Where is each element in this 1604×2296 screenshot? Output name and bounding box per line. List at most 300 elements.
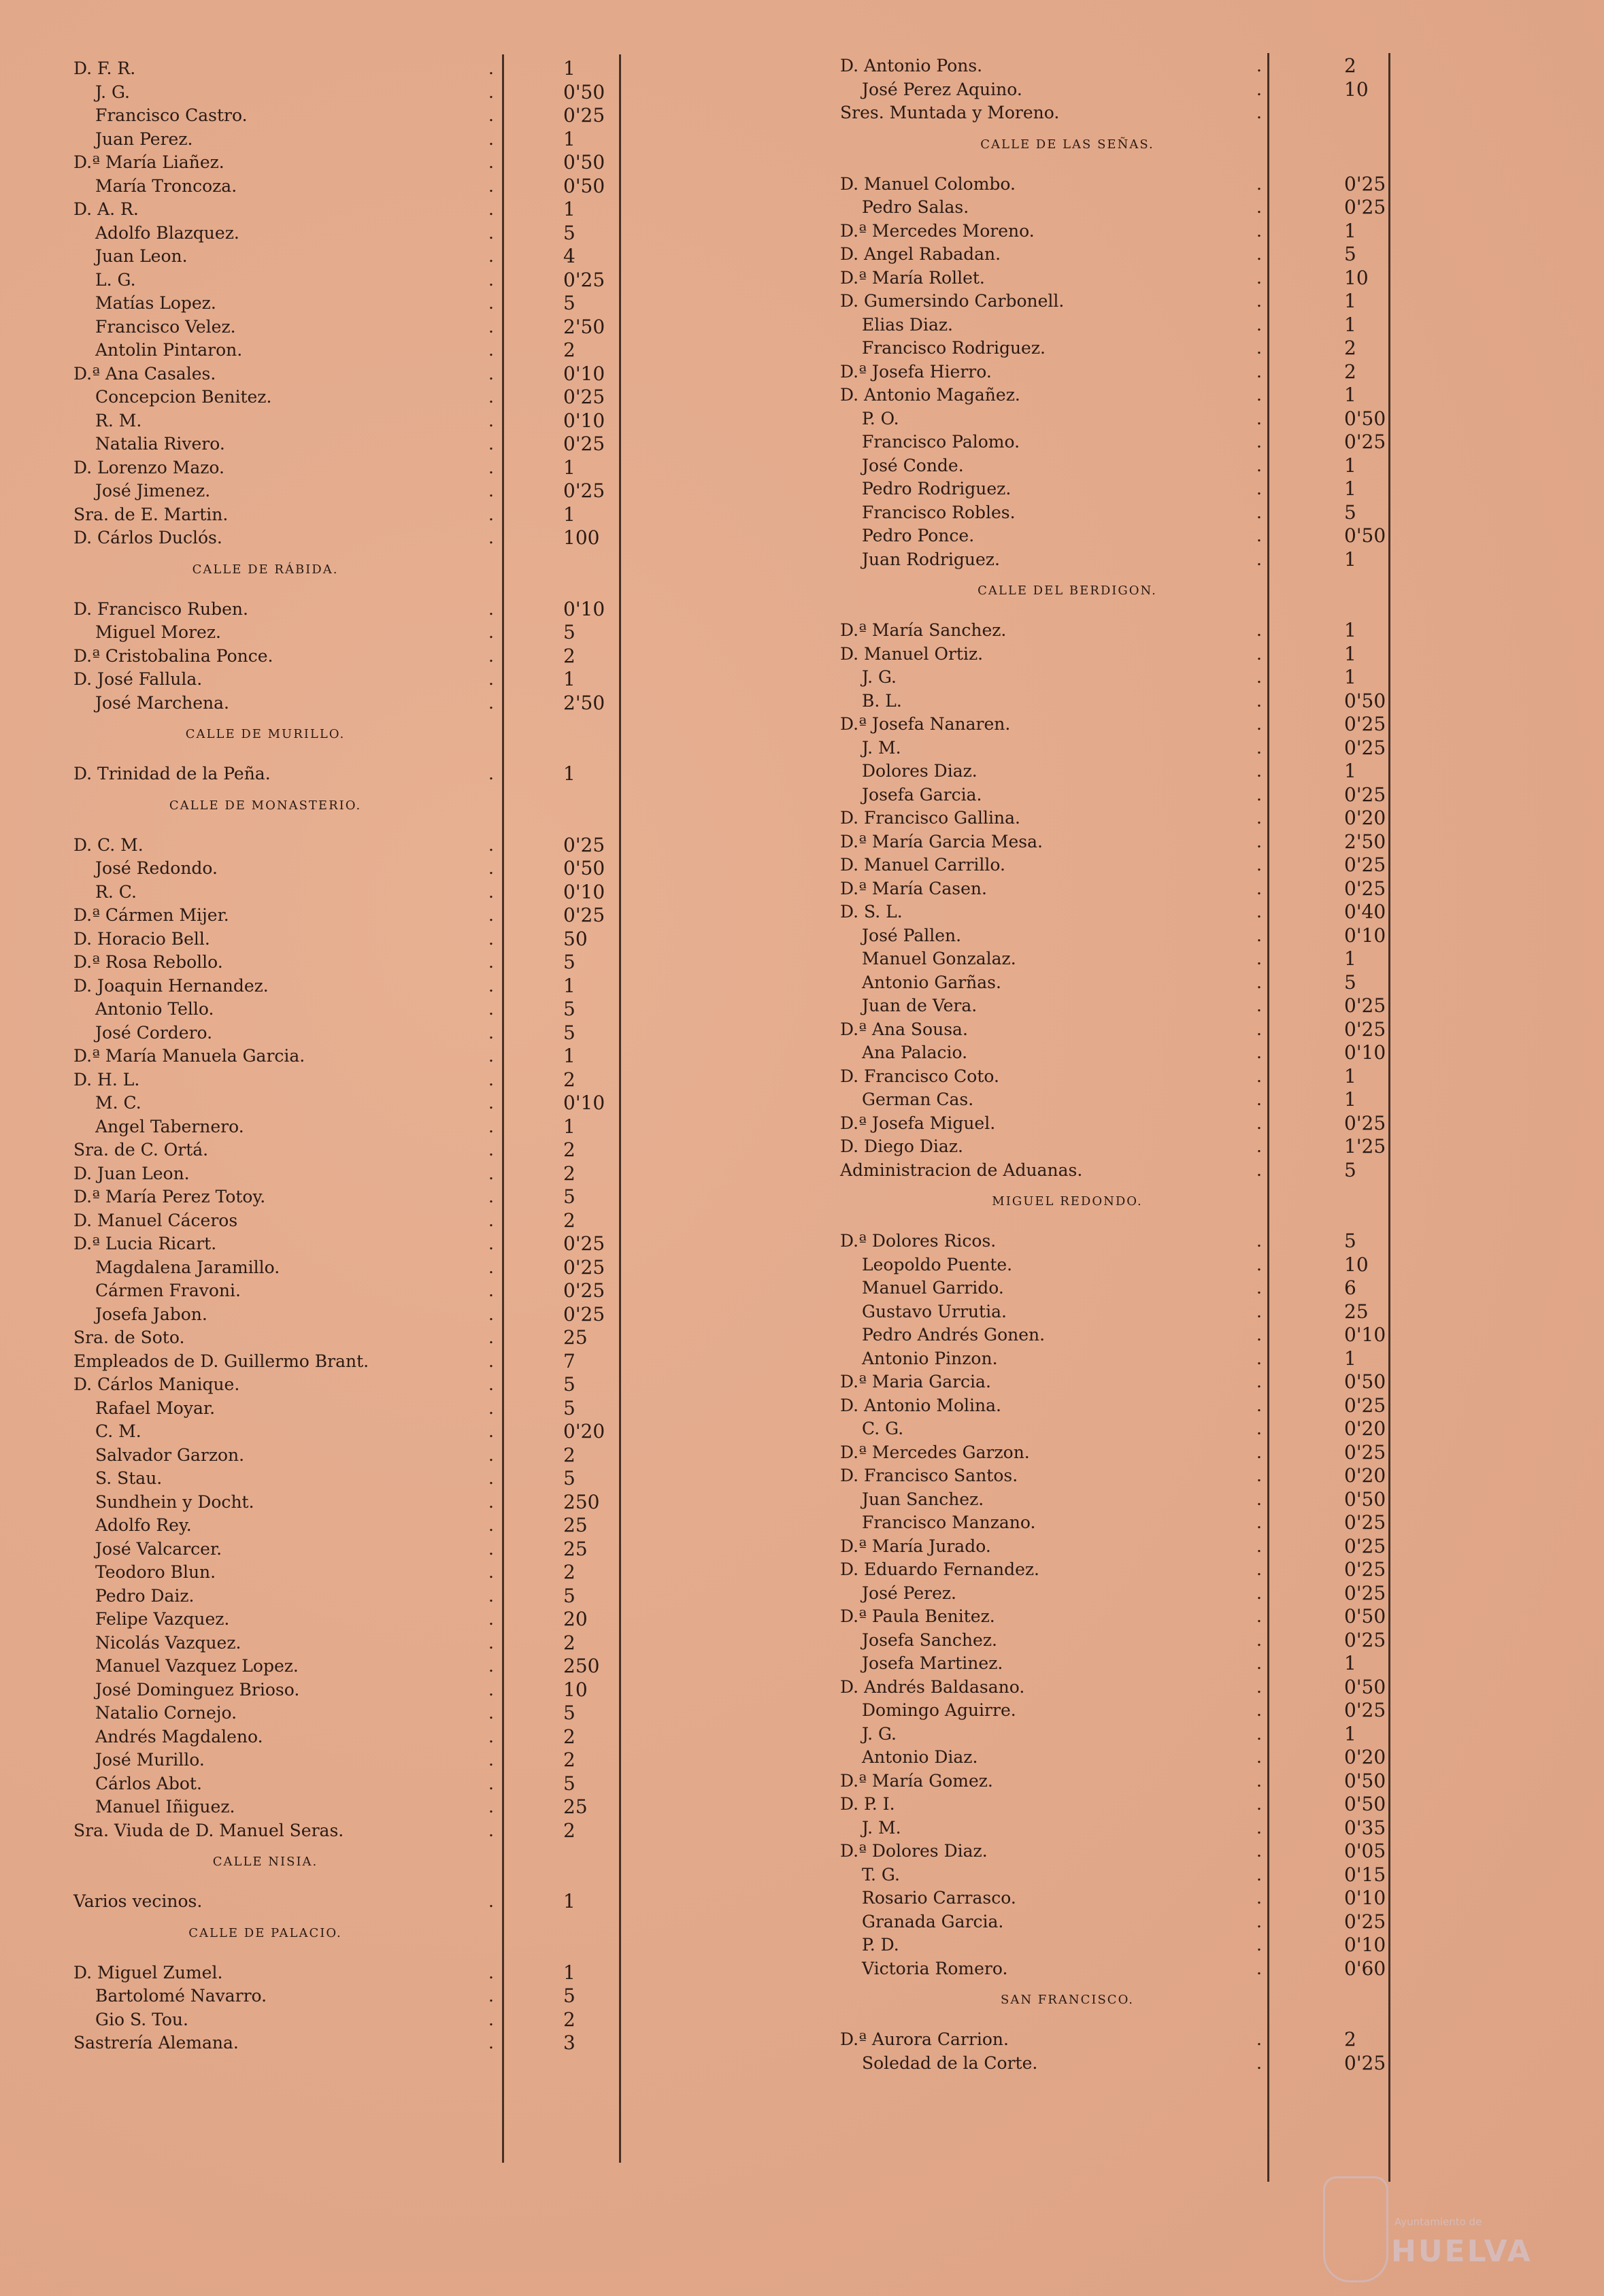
donation-amount: 0'10 [563,597,605,620]
donation-amount: 0'25 [1344,1511,1386,1534]
donor-name: Victoria Romero. [862,1958,1008,1978]
donation-amount: 1 [1344,477,1356,500]
list-item [0,1561,802,1584]
list-item [802,78,1604,101]
donor-name: Cárlos Abot. [95,1773,202,1793]
list-item [802,1887,1604,1910]
list-item [0,1655,802,1678]
list-item [0,1961,802,1985]
list-item [802,1723,1604,1746]
donation-amount: 1 [563,668,575,690]
list-item [802,173,1604,196]
donation-amount: 2 [563,1068,575,1091]
donor-name: José Redondo. [95,858,218,878]
donation-amount: 0'10 [563,409,605,432]
leader-dot: . [1256,620,1262,640]
donor-name: Rafael Moyar. [95,1398,216,1418]
list-item [802,360,1604,384]
donation-amount: 0'10 [1344,1934,1386,1956]
donor-name: Antonio Diaz. [862,1747,978,1767]
leader-dot: . [1256,784,1262,805]
donation-amount: 1 [563,127,575,150]
donation-amount: 0'10 [563,1092,605,1114]
donation-amount: 2'50 [563,691,605,714]
donation-amount: 5 [563,1373,575,1396]
donor-name: Granada Garcia. [862,1911,1004,1931]
donor-name: D. A. R. [73,199,139,219]
donation-amount: 0'10 [1344,1323,1386,1346]
list-item [0,1162,802,1185]
donor-name: D. P. I. [840,1794,895,1814]
leader-dot: . [488,645,494,666]
donation-amount: 0'50 [1344,689,1386,712]
donation-amount: 0'50 [1344,407,1386,430]
list-item [802,1511,1604,1534]
leader-dot: . [1256,1700,1262,1720]
donor-name: Felipe Vazquez. [95,1609,230,1629]
donor-name: Manuel Vazquez Lopez. [95,1656,299,1676]
donation-amount: 5 [563,1985,575,2007]
leader-dot: . [488,316,494,337]
donor-name: Josefa Garcia. [862,784,982,805]
donation-amount: 1 [563,57,575,80]
list-item [0,1772,802,1795]
donor-name: Francisco Palomo. [862,432,1020,452]
donor-name: Josefa Sanchez. [862,1630,997,1650]
donation-amount: 10 [1344,1253,1369,1276]
list-item [802,1300,1604,1323]
donor-name: D. Juan Leon. [73,1163,190,1183]
donation-amount: 0'10 [563,880,605,903]
donor-name: Cármen Fravoni. [95,1281,241,1300]
leader-dot: . [488,2009,494,2029]
leader-dot: . [488,387,494,407]
list-item [0,128,802,151]
donation-amount: 5 [563,621,575,643]
donor-name: Juan Sanchez. [862,1489,984,1509]
leader-dot: . [488,2033,494,2053]
section-heading: CALLE DE MURILLO. [185,727,346,741]
donation-amount: 1 [1344,642,1356,665]
leader-dot: . [1256,1231,1262,1251]
list-item [802,877,1604,900]
donation-amount: 2 [563,1819,575,1842]
list-item [0,1326,802,1349]
donation-amount: 0'20 [1344,807,1386,829]
donor-name: Pedro Rodriguez. [862,479,1012,499]
donation-amount: 5 [563,1396,575,1419]
list-item [0,479,802,503]
list-item [0,526,802,550]
donation-amount: 1 [1344,947,1356,970]
donation-amount: 2 [563,1749,575,1771]
donor-name: D. F. R. [73,58,136,78]
leader-dot: . [488,504,494,524]
list-item [802,1535,1604,1558]
list-item [0,339,802,362]
donation-amount: 1 [1344,1722,1356,1745]
column-rule [1267,53,1269,2182]
donor-name: D. Diego Diaz. [840,1136,963,1156]
donation-amount: 250 [563,1490,600,1513]
donation-amount: 4 [563,245,575,267]
list-item [0,975,802,998]
donor-name: P. D. [862,1935,899,1955]
donation-amount: 10 [1344,266,1369,289]
donation-amount: 5 [1344,243,1356,265]
donor-name: Empleados de D. Guillermo Brant. [73,1351,369,1371]
donor-name: Varios vecinos. [73,1891,203,1911]
donation-amount: 0'25 [1344,430,1386,453]
donation-amount: 1 [563,1045,575,1067]
list-item [802,994,1604,1017]
donor-name: José Marchena. [95,692,229,713]
donation-amount: 1 [563,762,575,785]
donor-name: L. G. [95,269,136,290]
donor-name: D. C. M. [73,834,144,855]
donation-amount: 0'25 [1344,783,1386,806]
leader-dot: . [1256,220,1262,241]
donor-name: D.ª Mercedes Moreno. [840,220,1035,241]
donor-name: D. Eduardo Fernandez. [840,1559,1040,1579]
section-heading: MIGUEL REDONDO. [992,1194,1143,1209]
leader-dot: . [488,434,494,454]
list-item [802,1394,1604,1417]
donation-amount: 0'20 [563,1420,605,1442]
list-item [0,1303,802,1326]
leader-dot: . [1256,1676,1262,1697]
donation-amount: 1 [1344,454,1356,477]
list-item [802,666,1604,689]
donation-amount: 2'50 [1344,830,1386,853]
leader-dot: . [488,1328,494,1347]
list-item [802,220,1604,243]
list-item [802,807,1604,830]
donor-name: Antonio Garñas. [862,972,1001,992]
donor-name: Andrés Magdaleno. [95,1726,263,1746]
donor-name: J. M. [862,737,901,758]
list-item [802,2052,1604,2075]
list-item [0,1749,802,1772]
leader-dot: . [1256,479,1262,499]
leader-dot: . [488,1962,494,1982]
list-item [802,1746,1604,1769]
donor-name: José Conde. [862,455,964,475]
donor-name: D. Angel Rabadan. [840,244,1001,264]
donor-name: Adolfo Blazquez. [95,222,239,243]
donor-name: Sra. Viuda de D. Manuel Seras. [73,1820,344,1840]
donation-amount: 2'50 [563,315,605,338]
donation-amount: 0'25 [1344,1534,1386,1557]
section-heading: CALLE NISIA. [212,1855,318,1869]
donor-name: German Cas. [862,1090,974,1109]
donor-name: D. Manuel Cáceros [73,1210,238,1230]
donor-name: Adolfo Rey. [95,1515,192,1535]
donation-amount: 250 [563,1655,600,1677]
city-seal-icon [1323,2176,1388,2282]
donation-amount: 0'50 [1344,1487,1386,1510]
list-item [802,1582,1604,1605]
donation-amount: 0'25 [1344,2051,1386,2074]
donation-amount: 20 [563,1608,588,1630]
list-item [802,430,1604,454]
donation-amount: 3 [563,2031,575,2054]
list-item [802,384,1604,407]
donation-amount: 2 [1344,54,1356,77]
list-item [802,1277,1604,1300]
donor-name: R. M. [95,410,142,430]
list-item [802,101,1604,124]
leader-dot: . [1256,808,1262,828]
leader-dot: . [1256,526,1262,545]
donor-name: D.ª María Jurado. [840,1536,991,1556]
list-item [802,290,1604,313]
leader-dot: . [1256,667,1262,687]
donor-name: D. Manuel Carrillo. [840,855,1005,875]
donor-name: Dolores Diaz. [862,761,978,781]
donor-name: D. Manuel Colombo. [840,173,1016,194]
column-rule [619,54,621,2163]
donor-name: Manuel Iñiguez. [95,1797,235,1817]
donation-amount: 0'10 [1344,1041,1386,1064]
list-item [0,222,802,245]
leader-dot: . [1256,385,1262,405]
leader-dot: . [1256,1606,1262,1626]
list-item [0,1256,802,1279]
donor-name: Sastrería Alemana. [73,2033,239,2053]
leader-dot: . [488,1163,494,1183]
donor-name: Francisco Castro. [95,105,248,125]
donor-name: Pedro Ponce. [862,526,975,545]
donor-name: Manuel Gonzalaz. [862,949,1016,968]
donor-name: D. Gumersindo Carbonell. [840,291,1065,311]
donor-name: María Troncoza. [95,175,237,196]
donation-amount: 0'35 [1344,1816,1386,1839]
leader-dot: . [1256,1513,1262,1532]
list-item [0,881,802,904]
list-item [0,1444,802,1467]
list-item [0,1491,802,1514]
leader-dot: . [488,105,494,125]
donor-name: D.ª María Sanchez. [840,620,1007,640]
leader-dot: . [1256,1747,1262,1767]
column-rule [1388,53,1390,2182]
list-item [0,1138,802,1162]
leader-dot: . [488,905,494,925]
donor-name: Angel Tabernero. [95,1116,244,1136]
donor-name: Josefa Martinez. [862,1653,1003,1673]
donation-amount: 0'25 [563,1302,605,1326]
list-item [802,243,1604,266]
donation-amount: 1 [1344,666,1356,688]
list-item [0,269,802,292]
donation-amount: 0'10 [1344,1887,1386,1909]
donor-name: Juan Perez. [95,129,193,149]
donor-name: D.ª María Rollet. [840,267,985,288]
donor-name: D.ª Mercedes Garzon. [840,1442,1030,1462]
donor-name: D. Francisco Coto. [840,1066,999,1086]
leader-dot: . [488,1069,494,1090]
leader-dot: . [488,1093,494,1113]
leader-dot: . [1256,408,1262,428]
donor-name: Leopoldo Puente. [862,1254,1013,1274]
list-item [802,1605,1604,1628]
donor-name: José Cordero. [95,1022,213,1043]
donation-amount: 1 [1344,1652,1356,1674]
list-item [0,175,802,198]
leader-dot: . [1256,1841,1262,1861]
leader-dot: . [488,222,494,243]
list-item [802,1676,1604,1699]
list-item [802,783,1604,807]
list-item [0,2031,802,2055]
donation-amount: 0'15 [1344,1863,1386,1886]
leader-dot: . [488,1022,494,1043]
leader-dot: . [488,528,494,547]
leader-dot: . [1256,1348,1262,1368]
donor-name: D. Francisco Ruben. [73,598,248,619]
leader-dot: . [1256,1466,1262,1485]
leader-dot: . [488,1632,494,1653]
donor-name: Miguel Morez. [95,622,221,642]
donation-amount: 2 [563,339,575,361]
section-heading: CALLE DE RÁBIDA. [192,562,339,577]
donor-name: Francisco Manzano. [862,1513,1036,1532]
leader-dot: . [1256,1254,1262,1274]
list-item [0,1608,802,1631]
list-item [802,1652,1604,1675]
donor-name: D. Miguel Zumel. [73,1962,223,1982]
donor-name: Natalia Rivero. [95,434,225,454]
list-item [0,456,802,479]
donation-amount: 1 [1344,384,1356,406]
watermark-text: HUELVA [1391,2234,1533,2269]
leader-dot: . [1256,1958,1262,1978]
donation-amount: 0'50 [1344,524,1386,547]
donation-amount: 0'50 [1344,1793,1386,1815]
leader-dot: . [488,293,494,313]
list-item [802,1558,1604,1581]
leader-dot: . [488,1374,494,1394]
donation-amount: 1'25 [1344,1135,1386,1158]
donation-amount: 0'25 [1344,1111,1386,1134]
list-item [802,1065,1604,1088]
list-item [802,1910,1604,1934]
donation-amount: 1 [1344,1347,1356,1370]
list-item [802,314,1604,337]
leader-dot: . [488,858,494,878]
list-item [0,81,802,104]
donor-name: C. M. [95,1421,141,1441]
donor-name: Teodoro Blun. [95,1562,216,1582]
donor-name: D. Joaquin Hernandez. [73,975,269,996]
list-item [802,1840,1604,1863]
leader-dot: . [1256,1395,1262,1415]
leader-dot: . [488,1797,494,1817]
donor-name: Gustavo Urrutia. [862,1301,1007,1321]
list-item [802,830,1604,854]
list-item [802,1934,1604,1957]
leader-dot: . [488,1257,494,1277]
donation-amount: 5 [563,1772,575,1795]
list-item [0,951,802,974]
leader-dot: . [488,598,494,619]
donation-amount: 0'25 [563,433,605,455]
donation-amount: 1 [1344,1088,1356,1111]
list-item [0,1985,802,2008]
leader-dot: . [488,1679,494,1700]
donation-amount: 2 [563,1443,575,1466]
watermark-small-text: Ayuntamiento de [1394,2216,1482,2228]
donation-amount: 1 [1344,547,1356,571]
donation-amount: 0'25 [1344,1017,1386,1041]
donor-name: D.ª María Casen. [840,878,987,898]
donor-name: Sra. de Soto. [73,1328,185,1347]
list-item [802,924,1604,947]
donation-amount: 5 [563,221,575,244]
donor-name: D.ª Rosa Rebollo. [73,952,223,972]
list-item [802,1041,1604,1064]
leader-dot: . [488,1187,494,1206]
leader-dot: . [488,1538,494,1559]
donor-name: Matías Lopez. [95,293,216,313]
leader-dot: . [1256,103,1262,122]
leader-dot: . [1256,1066,1262,1086]
leader-dot: . [1256,1935,1262,1955]
list-item [802,1464,1604,1487]
list-item [802,760,1604,783]
donor-name: D.ª María Garcia Mesa. [840,831,1043,851]
leader-dot: . [1256,2053,1262,2073]
donation-amount: 10 [1344,78,1369,101]
leader-dot: . [1256,361,1262,382]
leader-dot: . [488,1281,494,1300]
donor-name: Francisco Velez. [95,316,236,337]
donor-name: Salvador Garzon. [95,1445,245,1465]
donation-amount: 0'40 [1344,900,1386,923]
donor-name: D. Antonio Pons. [840,56,983,75]
leader-dot: . [488,1585,494,1606]
leader-dot: . [488,152,494,172]
list-item [0,904,802,927]
list-item [0,1045,802,1068]
leader-dot: . [1256,1372,1262,1391]
donation-amount: 0'50 [1344,1370,1386,1393]
donor-name: D.ª Aurora Carrion. [840,2029,1009,2049]
list-item [802,2028,1604,2051]
list-item [0,1678,802,1702]
donation-amount: 5 [563,998,575,1020]
leader-dot: . [488,269,494,290]
donor-name: D. Cárlos Duclós. [73,528,222,547]
leader-dot: . [488,999,494,1019]
donation-amount: 2 [563,1138,575,1161]
leader-dot: . [1256,1043,1262,1062]
list-item [0,834,802,857]
list-item [0,245,802,268]
donor-name: B. L. [862,690,902,711]
donor-name: Juan de Vera. [862,996,978,1015]
donation-amount: 0'25 [1344,172,1386,195]
leader-dot: . [488,834,494,855]
donor-name: Juan Leon. [95,246,188,266]
leader-dot: . [488,1515,494,1535]
donor-name: Pedro Salas. [862,197,969,217]
list-item [802,1957,1604,1980]
donor-name: Francisco Robles. [862,502,1016,522]
leader-dot: . [488,58,494,78]
list-item [0,2008,802,2031]
